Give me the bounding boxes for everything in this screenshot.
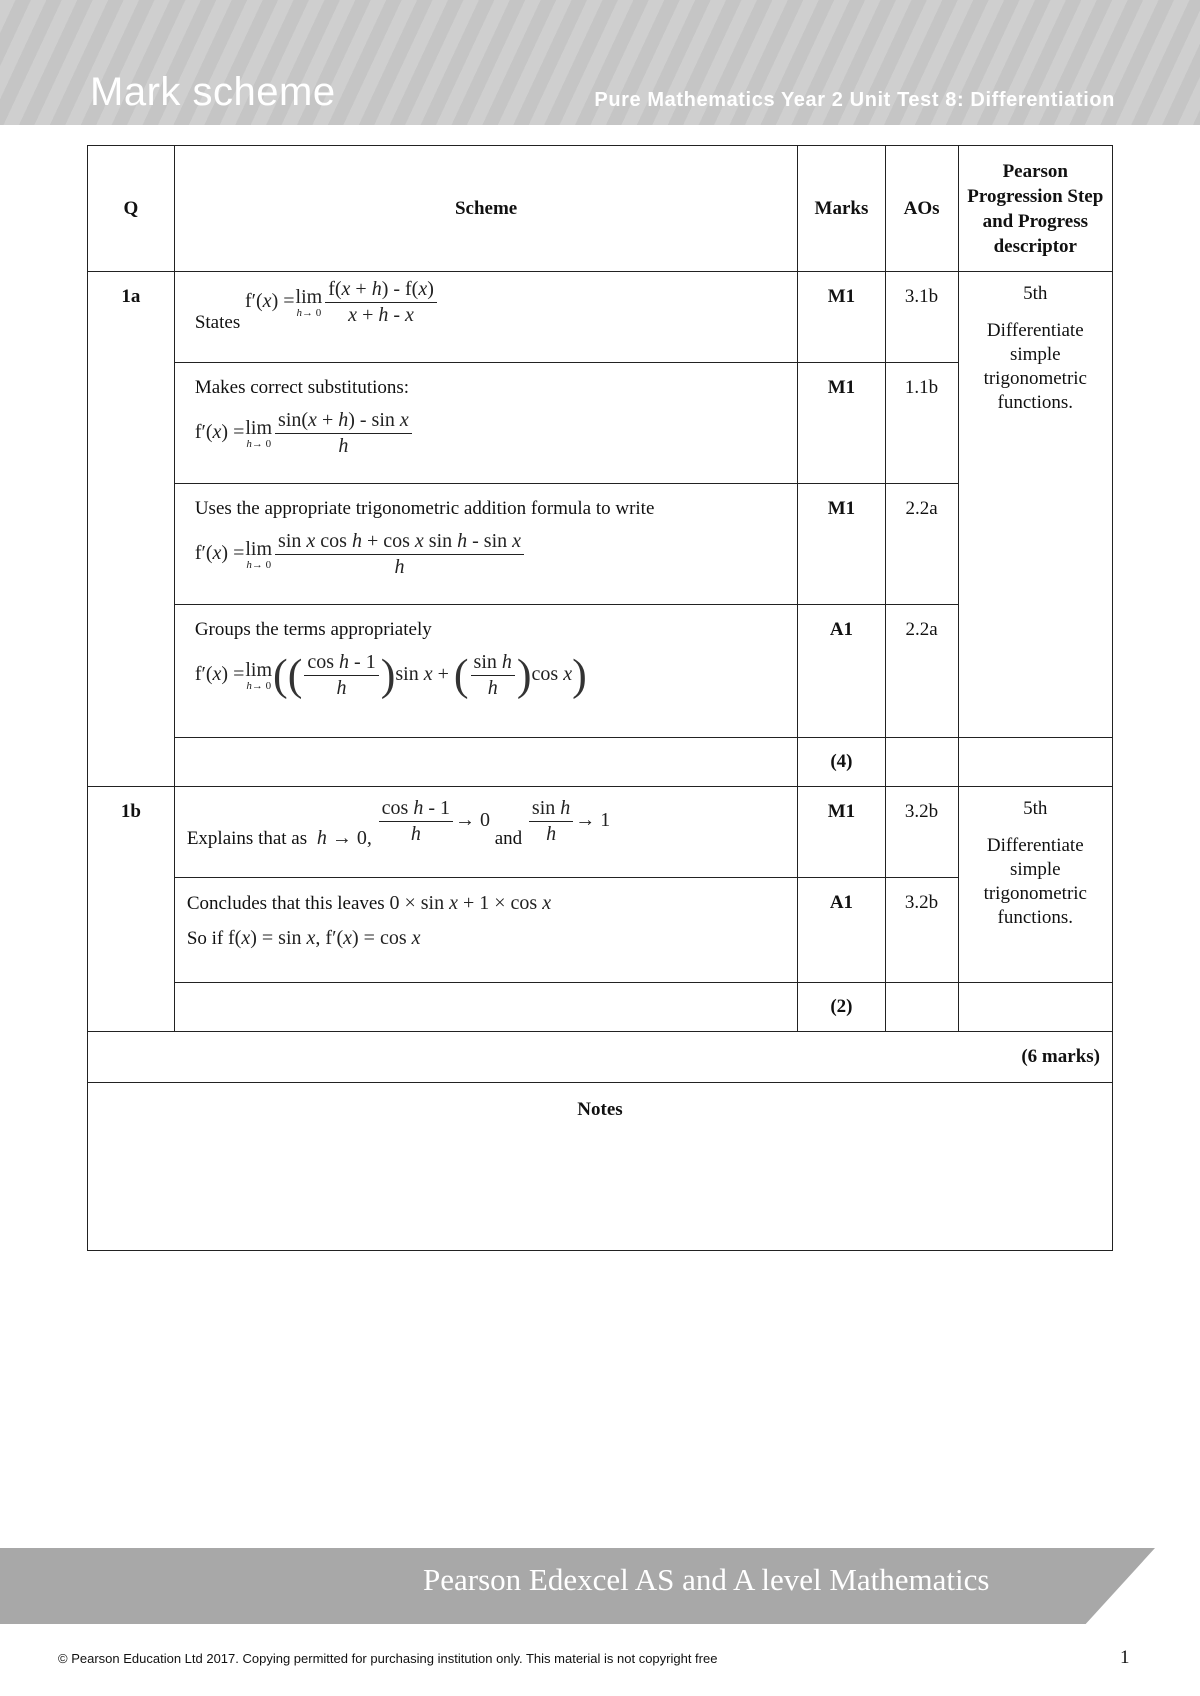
progression-descriptor: Differentiate simple trigonometric functions. bbox=[983, 835, 1087, 928]
question-label-1b: 1b bbox=[88, 787, 175, 1032]
table-row-total bbox=[88, 983, 1113, 1032]
scheme-cell bbox=[174, 363, 798, 484]
scheme-cell bbox=[174, 272, 798, 363]
addition-formula: f′(x) = lim h→ 0 $\frac{\text{sin x cos h + cos x sin h - sin x}}{h}$ bbox=[195, 530, 780, 579]
copyright-notice: © Pearson Education Ltd 2017. Copying permitted for purchasing institution only. This material is not copyright free bbox=[58, 1651, 718, 1666]
scheme-text-and: and bbox=[494, 828, 523, 849]
table-row bbox=[88, 787, 1113, 878]
subtotal-marks: (2) bbox=[798, 983, 885, 1032]
scheme-cell bbox=[174, 484, 798, 605]
ao-code: 3.2b bbox=[885, 787, 958, 878]
progression-cell-1b bbox=[958, 787, 1112, 983]
scheme-text: Groups the terms appropriately bbox=[194, 619, 432, 640]
header-aos: AOs bbox=[885, 146, 958, 272]
scheme-text: Concludes that this leaves bbox=[186, 893, 385, 914]
scheme-cell bbox=[174, 605, 798, 738]
progression-step: 5th bbox=[1023, 798, 1048, 819]
table-header-row bbox=[88, 146, 1113, 272]
page-number: 1 bbox=[1120, 1647, 1130, 1668]
limit-sin-expression: $\frac{\text{sin h}}{h}$ → 1 bbox=[527, 797, 610, 846]
mark-code: M1 bbox=[798, 787, 885, 878]
mark-code: M1 bbox=[798, 272, 885, 363]
empty-cell bbox=[958, 983, 1112, 1032]
empty-scheme-cell bbox=[174, 738, 798, 787]
empty-cell bbox=[958, 738, 1112, 787]
grouped-terms-formula: f′(x) = lim h→ 0 (( $\frac{\text{cos h - 1}}{h}$ )sin x + ( $\frac{\text{sin h}}{h}$ )cos x) bbox=[194, 650, 587, 700]
mark-code: A1 bbox=[798, 605, 885, 738]
conclusion-expression: 0 × sin x + 1 × cos x bbox=[389, 892, 552, 914]
header-subtitle: Pure Mathematics Year 2 Unit Test 8: Differentiation bbox=[594, 89, 1115, 111]
conclusion-line bbox=[187, 892, 780, 915]
scheme-text: Makes correct substitutions: bbox=[194, 377, 410, 398]
derivative-definition-formula: f′(x) = lim h→ 0 $\frac{f(x + h) - f(x)}{x + h - x}$ bbox=[245, 278, 439, 327]
mark-code: M1 bbox=[798, 484, 885, 605]
h-to-zero-expression: h → 0, bbox=[316, 827, 372, 849]
ao-code: 3.1b bbox=[885, 272, 958, 363]
scheme-text-so-if: So if bbox=[186, 928, 224, 949]
ao-code: 2.2a bbox=[885, 605, 958, 738]
empty-cell bbox=[885, 983, 958, 1032]
ao-code: 3.2b bbox=[885, 878, 958, 983]
subtotal-marks: (4) bbox=[798, 738, 885, 787]
table-row bbox=[88, 272, 1113, 363]
header-q: Q bbox=[88, 146, 175, 272]
header-marks: Marks bbox=[798, 146, 885, 272]
marks-total: (6 marks) bbox=[88, 1032, 1113, 1083]
scheme-cell bbox=[174, 787, 798, 878]
mark-code: M1 bbox=[798, 363, 885, 484]
ao-code: 2.2a bbox=[885, 484, 958, 605]
progression-descriptor: Differentiate simple trigonometric functions. bbox=[983, 320, 1087, 413]
notes-heading: Notes bbox=[88, 1083, 1113, 1251]
notes-row bbox=[88, 1083, 1113, 1251]
header-scheme: Scheme bbox=[174, 146, 798, 272]
progression-cell-1a bbox=[958, 272, 1112, 738]
scheme-text: Explains that as bbox=[186, 828, 308, 849]
empty-scheme-cell bbox=[174, 983, 798, 1032]
mark-scheme-table bbox=[87, 145, 1113, 1251]
footer-brand: Pearson Edexcel AS and A level Mathematics bbox=[423, 1562, 990, 1597]
header-progression: Pearson Progression Step and Progress descriptor bbox=[958, 146, 1112, 272]
header-title: Mark scheme bbox=[90, 70, 336, 114]
table-row-total bbox=[88, 738, 1113, 787]
substitution-formula: f′(x) = lim h→ 0 $\frac{\text{sin(x + h) - sin x}}{h}$ bbox=[195, 409, 780, 458]
marks-total-row bbox=[88, 1032, 1113, 1083]
header-banner bbox=[0, 0, 1200, 125]
progression-step: 5th bbox=[1023, 283, 1048, 304]
scheme-text: States bbox=[194, 312, 241, 333]
limit-cos-expression: $\frac{\text{cos h - 1}}{h}$ → 0 bbox=[377, 797, 490, 846]
result-line bbox=[187, 927, 780, 950]
empty-cell bbox=[885, 738, 958, 787]
ao-code: 1.1b bbox=[885, 363, 958, 484]
result-expression: f(x) = sin x, f′(x) = cos x bbox=[228, 927, 421, 949]
scheme-text: Uses the appropriate trigonometric addition formula to write bbox=[194, 498, 655, 519]
scheme-cell bbox=[174, 878, 798, 983]
mark-code: A1 bbox=[798, 878, 885, 983]
question-label-1a: 1a bbox=[88, 272, 175, 787]
